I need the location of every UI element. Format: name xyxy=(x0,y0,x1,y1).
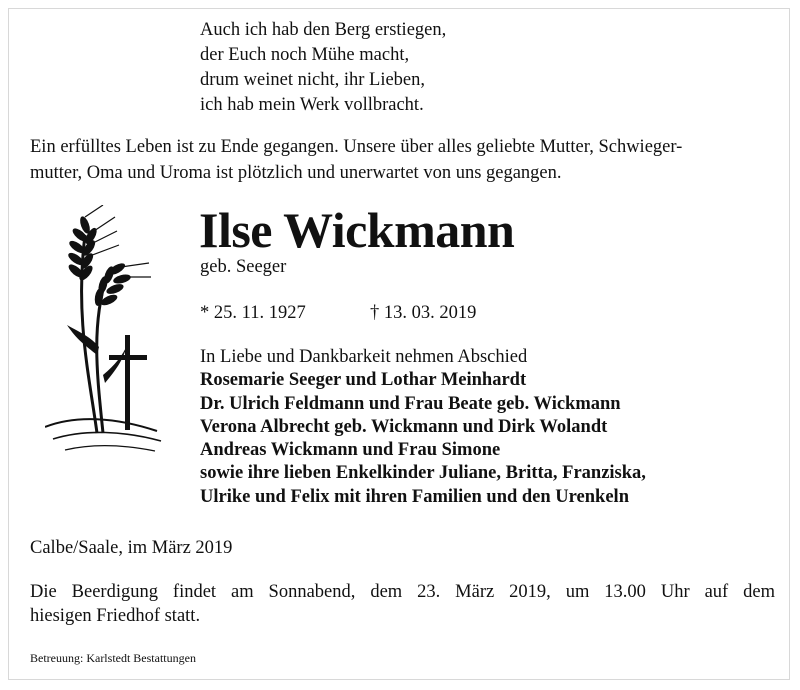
intro-line: Ein erfülltes Leben ist zu Ende gegangen. Unsere über alles geliebte Mutter, Schwieger- xyxy=(30,137,683,157)
poem xyxy=(200,18,446,118)
funeral-line: Die Beerdigung findet am Sonnabend, dem 23. März 2019, um 13.00 Uhr auf dem xyxy=(30,582,775,602)
poem-line: Auch ich hab den Berg erstiegen, xyxy=(200,20,447,40)
intro-line: mutter, Oma und Uroma ist plötzlich und unerwartet von uns gegangen. xyxy=(30,163,562,183)
mourner-line: Rosemarie Seeger und Lothar Meinhardt xyxy=(200,370,527,391)
birth-date: * 25. 11. 1927 xyxy=(200,303,306,323)
funeral-info xyxy=(30,580,775,628)
mourner-line: Andreas Wickmann und Frau Simone xyxy=(200,440,501,461)
mourner-line: Dr. Ulrich Feldmann und Frau Beate geb. Wickmann xyxy=(200,393,621,414)
poem-line: drum weinet nicht, ihr Lieben, xyxy=(200,70,426,90)
wheat-and-cross-icon xyxy=(45,205,165,455)
poem-line: ich hab mein Werk vollbracht. xyxy=(200,95,424,115)
deceased-name: Ilse Wickmann xyxy=(199,202,515,258)
funeral-line: hiesigen Friedhof statt. xyxy=(30,606,201,626)
mourner-line: Verona Albrecht geb. Wickmann und Dirk Wolandt xyxy=(200,416,608,437)
place-date: Calbe/Saale, im März 2019 xyxy=(30,538,233,558)
mourners-intro: In Liebe und Dankbarkeit nehmen Abschied xyxy=(200,347,528,367)
intro-text xyxy=(30,134,775,186)
poem-line: der Euch noch Mühe macht, xyxy=(200,45,410,65)
mourners xyxy=(200,346,646,509)
care-note: Betreuung: Karlstedt Bestattungen xyxy=(30,651,196,665)
maiden-name: geb. Seeger xyxy=(200,257,287,277)
mourner-line: sowie ihre lieben Enkelkinder Juliane, Britta, Franziska, xyxy=(200,463,646,484)
death-date: † 13. 03. 2019 xyxy=(370,303,477,323)
mourner-line: Ulrike und Felix mit ihren Familien und den Urenkeln xyxy=(200,486,629,507)
